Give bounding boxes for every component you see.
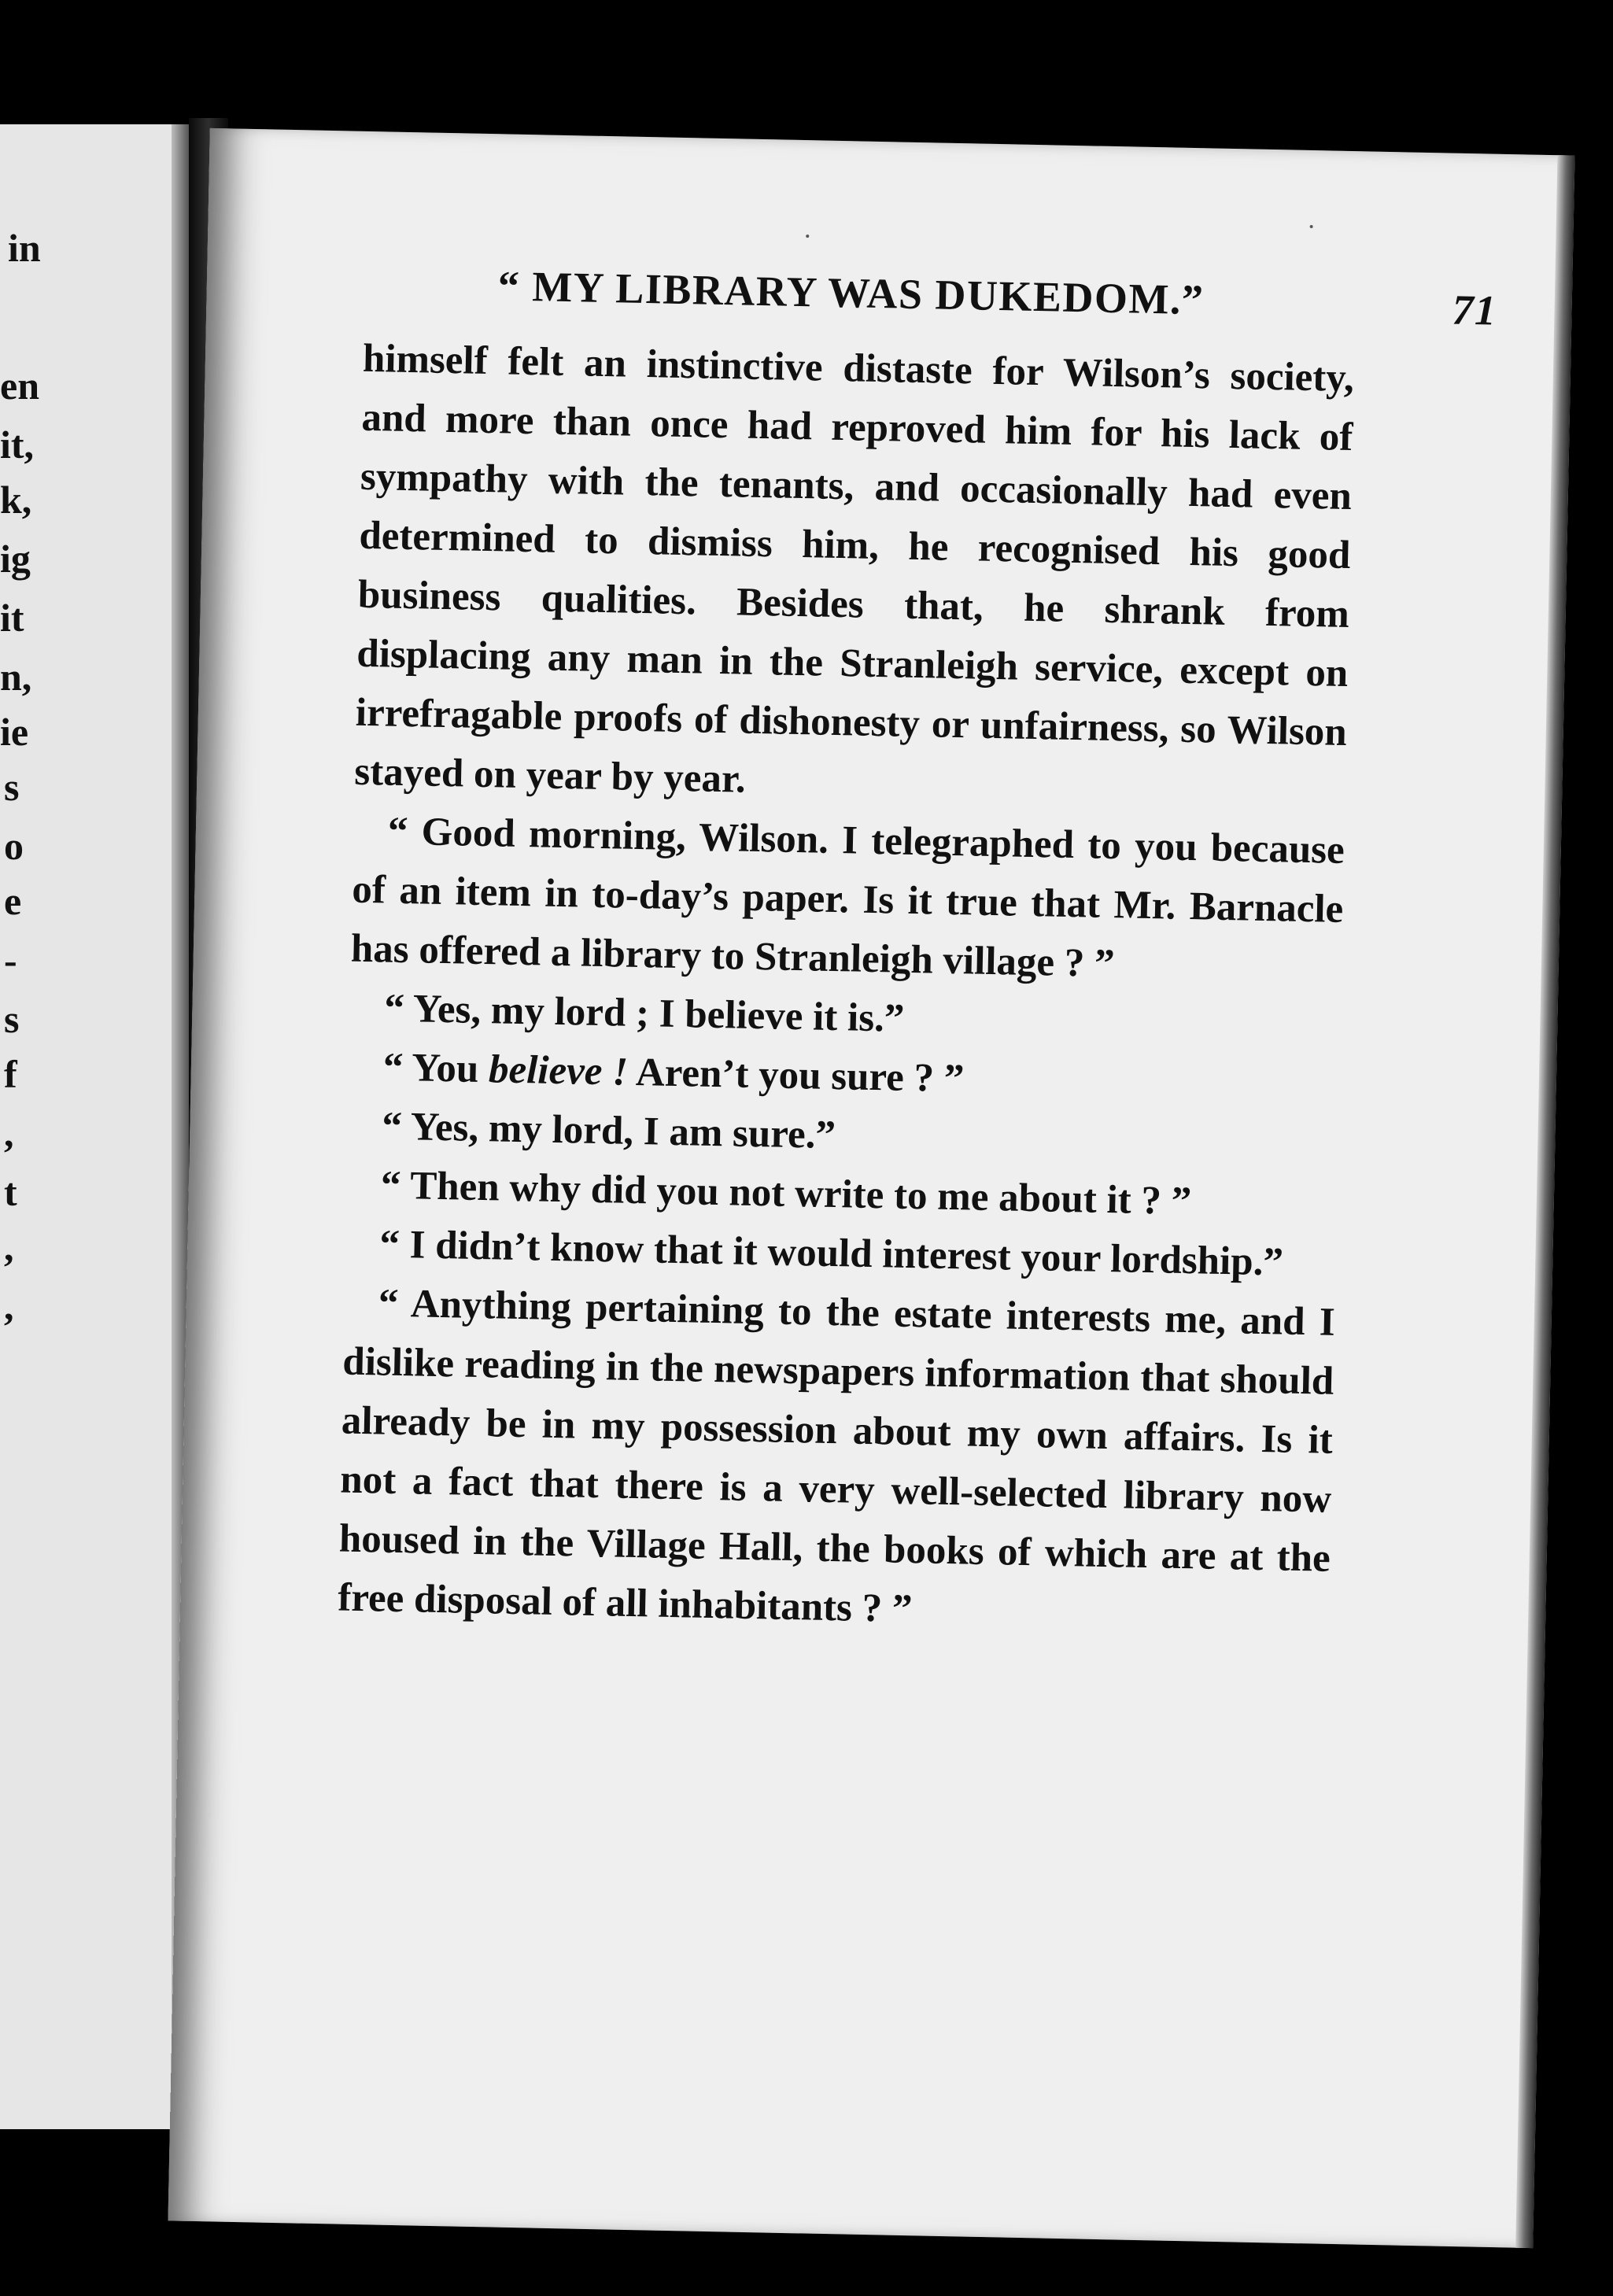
running-head-title: “ MY LIBRARY WAS DUKEDOM.” [497, 262, 1205, 324]
text-run: “ Yes, my lord, I am sure.” [381, 1104, 836, 1158]
facing-page-fragment: - [4, 938, 17, 982]
facing-page-fragment: , [4, 1111, 14, 1155]
facing-page-fragment: it [0, 596, 24, 640]
facing-page-fragment: ie [0, 710, 29, 754]
page-edge [1515, 155, 1574, 2248]
text-run: “ Then why did you not write to me about it ? ” [380, 1163, 1192, 1224]
facing-page-fragment: n, [0, 655, 32, 699]
facing-page-fragment: e [4, 879, 22, 923]
speck [1310, 225, 1313, 228]
paragraph [338, 1274, 1336, 1648]
facing-page-fragment: t [4, 1170, 17, 1214]
paragraph [354, 330, 1355, 821]
text-run: “ You [382, 1045, 489, 1092]
italic-text: believe ! [488, 1047, 629, 1094]
facing-page-fragment: s [4, 997, 20, 1041]
facing-page-fragment: s [4, 765, 20, 809]
text-run: “ Good morning, Wilson. I telegraphed to you because of an item in to-day’s paper. Is it true that Mr. Barnacle has offered a library to Stranleigh village ? ” [350, 809, 1345, 987]
text-run: “ Yes, my lord ; I believe it is.” [383, 986, 905, 1041]
facing-page-fragment: in [8, 226, 41, 270]
facing-page [0, 124, 189, 2129]
facing-page-fragment: it, [0, 423, 35, 467]
facing-page-fragment: , [4, 1284, 14, 1328]
page-number: 71 [1451, 286, 1498, 334]
facing-page-fragment: , [4, 1225, 14, 1269]
body-text [338, 330, 1355, 1648]
text-run: “ I didn’t know that it would interest your lordship.” [378, 1222, 1284, 1285]
facing-page-fragment: f [4, 1052, 17, 1096]
facing-page-fragment: en [0, 364, 39, 408]
facing-page-fragment: k, [0, 478, 32, 522]
facing-page-fragment: o [4, 824, 24, 868]
running-head [497, 261, 1498, 334]
book-page [168, 128, 1574, 2248]
paragraph [350, 802, 1345, 999]
speck [806, 234, 809, 238]
text-run: himself felt an instinctive distaste for Wilson’s society, and more than once had reproved him for his lack of sympathy with the tenants, and occasionally had even determined to dismiss him, he recognised his good business qualities. Besides that, he shrank from displacing any man in the Stranleigh service, except on irrefragable proofs of dishonesty or unfairness, so Wilson stayed on year by year. [353, 336, 1355, 802]
text-run: “ Anything pertaining to the estate interests me, and I dislike reading in the newspapers information that should already be in my possession about my own affairs. Is it not a fact that there is a very well-selected library now housed in the Village Hall, the books of which are at the free disposal of all inhabitants ? ” [337, 1281, 1336, 1632]
text-run: Aren’t you sure ? ” [627, 1050, 965, 1102]
facing-page-fragment: ig [0, 537, 31, 581]
